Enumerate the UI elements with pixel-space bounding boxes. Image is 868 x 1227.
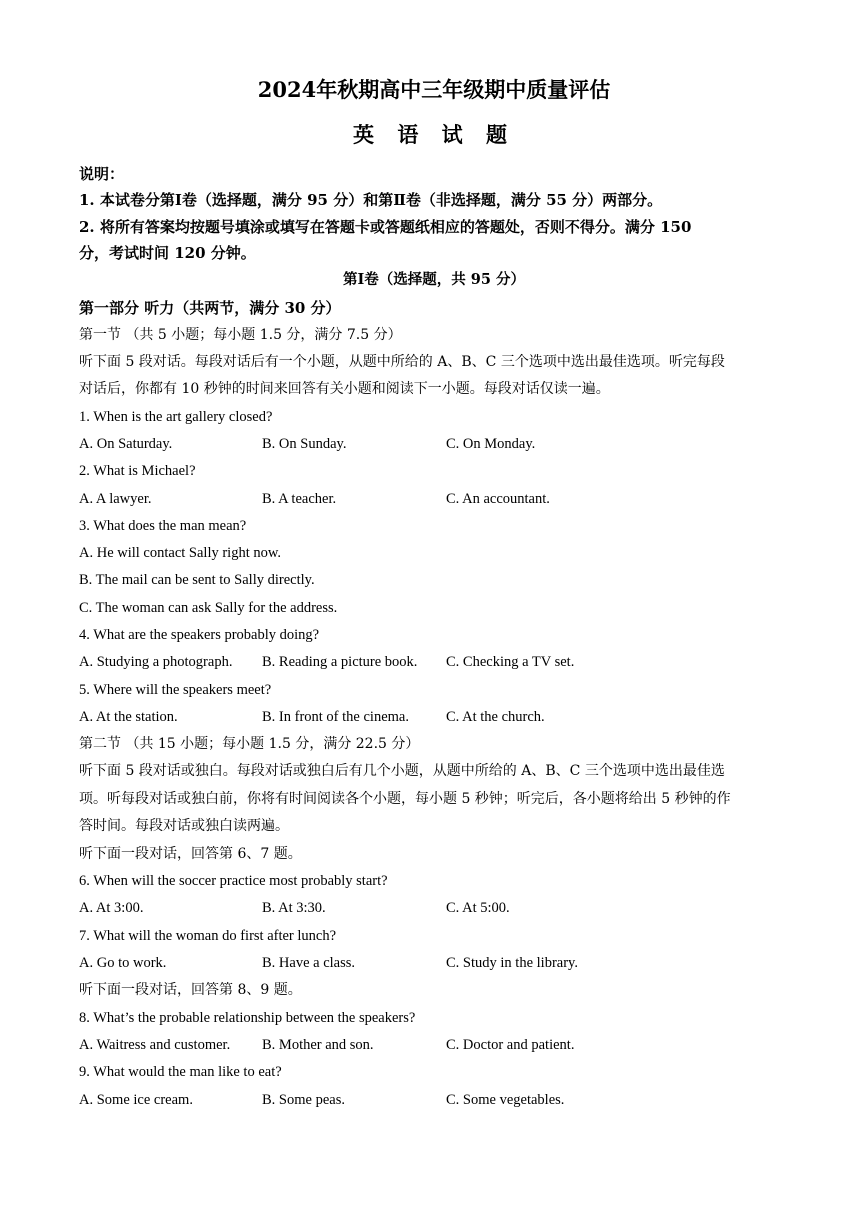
question-1-option-a: A. On Saturday. <box>79 436 173 452</box>
note-1: 1. 本试卷分第Ⅰ卷（选择题，满分 95 分）和第Ⅱ卷（非选择题，满分 55 分）两部分。 <box>79 191 663 209</box>
question-3-option-c: C. The woman can ask Sally for the address. <box>79 600 338 616</box>
question-5: 5. Where will the speakers meet? <box>79 682 272 698</box>
section-2-instructions-line-1: 听下面 5 段对话或独白。每段对话或独白后有几个小题，从题中所给的 A、B、C 三个选项中选出最佳选 <box>79 763 725 779</box>
dialogue-group-8-9: 听下面一段对话，回答第 8、9 题。 <box>79 982 302 998</box>
question-9: 9. What would the man like to eat? <box>79 1064 282 1080</box>
question-5-option-b: B. In front of the cinema. <box>262 709 409 725</box>
page-title: 2024年秋期高中三年级期中质量评估 <box>257 77 611 102</box>
question-1-option-b: B. On Sunday. <box>262 436 347 452</box>
question-8-option-c: C. Doctor and patient. <box>446 1037 575 1053</box>
question-4: 4. What are the speakers probably doing? <box>79 627 320 643</box>
question-5-option-c: C. At the church. <box>446 709 545 725</box>
volume-1-heading: 第Ⅰ卷（选择题，共 95 分） <box>342 271 526 288</box>
question-9-option-c: C. Some vegetables. <box>446 1092 565 1108</box>
section-1-instructions-line-1: 听下面 5 段对话。每段对话后有一个小题，从题中所给的 A、B、C 三个选项中选出最佳选项。听完每段 <box>79 354 725 370</box>
note-2-line-1: 2. 将所有答案均按题号填涂或填写在答题卡或答题纸相应的答题处，否则不得分。满分 150 <box>79 218 692 236</box>
question-4-option-b: B. Reading a picture book. <box>262 654 418 670</box>
question-2-option-a: A. A lawyer. <box>79 491 152 507</box>
question-7-option-b: B. Have a class. <box>262 955 356 971</box>
question-7-option-a: A. Go to work. <box>79 955 167 971</box>
question-8-option-b: B. Mother and son. <box>262 1037 374 1053</box>
section-1-instructions-line-2: 对话后，你都有 10 秒钟的时间来回答有关小题和阅读下一小题。每段对话仅读一遍。 <box>79 381 610 397</box>
part-1-heading: 第一部分 听力（共两节，满分 30 分） <box>79 299 341 317</box>
section-2-instructions-line-2: 项。听每段对话或独白前，你将有时间阅读各个小题，每小题 5 秒钟；听完后，各小题将给出 5 秒钟的作 <box>79 791 731 807</box>
question-6-option-a: A. At 3:00. <box>79 900 144 916</box>
question-4-option-a: A. Studying a photograph. <box>79 654 233 670</box>
question-2: 2. What is Michael? <box>79 463 196 479</box>
question-1-option-c: C. On Monday. <box>446 436 536 452</box>
question-2-option-b: B. A teacher. <box>262 491 337 507</box>
question-8-option-a: A. Waitress and customer. <box>79 1037 231 1053</box>
question-7: 7. What will the woman do first after lunch? <box>79 928 337 944</box>
question-1: 1. When is the art gallery closed? <box>79 409 273 425</box>
question-7-option-c: C. Study in the library. <box>446 955 578 971</box>
question-6: 6. When will the soccer practice most probably start? <box>79 873 388 889</box>
section-1-heading: 第一节 （共 5 小题；每小题 1.5 分，满分 7.5 分） <box>79 327 402 343</box>
question-6-option-c: C. At 5:00. <box>446 900 510 916</box>
question-4-option-c: C. Checking a TV set. <box>446 654 575 670</box>
notes-label: 说明： <box>79 165 125 183</box>
question-3: 3. What does the man mean? <box>79 518 247 534</box>
question-9-option-a: A. Some ice cream. <box>79 1092 193 1108</box>
section-2-instructions-line-3: 答时间。每段对话或独白读两遍。 <box>79 818 289 834</box>
question-6-option-b: B. At 3:30. <box>262 900 326 916</box>
question-9-option-b: B. Some peas. <box>262 1092 345 1108</box>
dialogue-group-6-7: 听下面一段对话，回答第 6、7 题。 <box>79 846 302 862</box>
page-subtitle: 英 语 试 题 <box>353 122 515 147</box>
question-3-option-a: A. He will contact Sally right now. <box>79 545 282 561</box>
question-2-option-c: C. An accountant. <box>446 491 550 507</box>
question-8: 8. What’s the probable relationship between the speakers? <box>79 1010 416 1026</box>
question-3-option-b: B. The mail can be sent to Sally directly. <box>79 572 315 588</box>
question-5-option-a: A. At the station. <box>79 709 178 725</box>
note-2-line-2: 分，考试时间 120 分钟。 <box>79 244 256 262</box>
section-2-heading: 第二节 （共 15 小题；每小题 1.5 分，满分 22.5 分） <box>79 736 420 752</box>
